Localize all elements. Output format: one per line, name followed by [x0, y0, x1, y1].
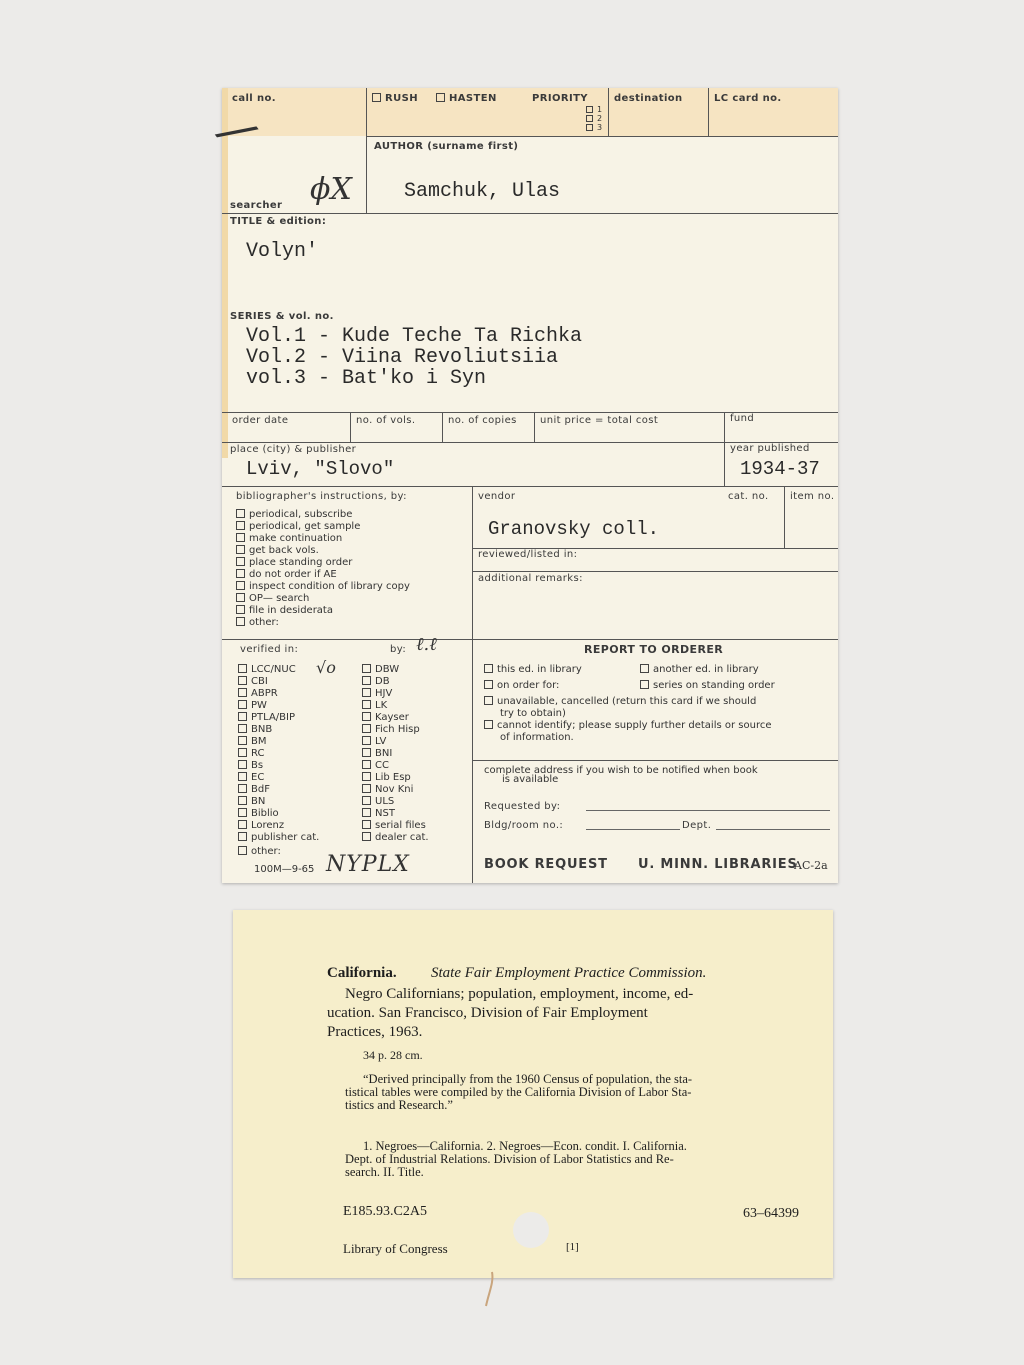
vendor-label: vendor	[478, 491, 516, 502]
catalog-card	[233, 910, 833, 1278]
call-no-label: call no.	[232, 93, 277, 104]
catalog-note-cont	[345, 1086, 691, 1112]
verified-option[interactable]: BNB	[238, 724, 319, 736]
bib-option[interactable]: OP— search	[236, 593, 410, 605]
verified-option[interactable]: NST	[362, 808, 429, 820]
call-no-handwritten-mark: /	[211, 108, 264, 154]
catalog-tracing-line: 1. Negroes—California. 2. Negroes—Econ. condit. I. California.	[363, 1139, 687, 1153]
requested-by-label: Requested by:	[484, 801, 561, 812]
verified-option[interactable]: Fich Hisp	[362, 724, 429, 736]
report-on-order[interactable]: on order for:	[484, 680, 559, 692]
verified-option[interactable]: Lorenz	[238, 820, 319, 832]
u-minn-libraries: U. MINN. LIBRARIES	[638, 857, 798, 872]
by-label: by:	[390, 644, 407, 655]
item-no-label: item no.	[790, 491, 835, 502]
order-date-label: order date	[232, 415, 289, 426]
reviewed-label: reviewed/listed in:	[478, 549, 578, 560]
catalog-collation: 34 p. 28 cm.	[363, 1048, 423, 1062]
catalog-note-line: tistics and Research.”	[345, 1098, 453, 1112]
verified-option[interactable]: Bs	[238, 760, 319, 772]
priority-options[interactable]: 1 2 3	[586, 105, 602, 132]
place-publisher-value: Lviv, "Slovo"	[246, 458, 395, 480]
priority-label: PRIORITY	[532, 93, 588, 104]
catalog-print-key: [1]	[566, 1241, 579, 1253]
verified-option[interactable]: BM	[238, 736, 319, 748]
catalog-tracing-line: Dept. of Industrial Relations. Division of Labor Statistics and Re-	[345, 1152, 674, 1166]
verified-option[interactable]: PW	[238, 700, 319, 712]
bibliographer-options	[236, 509, 410, 629]
searcher-label: searcher	[230, 200, 283, 211]
bib-option[interactable]: place standing order	[236, 557, 410, 569]
report-cannot-identify[interactable]: cannot identify; please supply further details or source	[484, 720, 772, 732]
report-heading: REPORT TO ORDERER	[584, 643, 724, 656]
bib-option[interactable]: periodical, subscribe	[236, 509, 410, 521]
verified-option[interactable]: LCC/NUC	[238, 664, 319, 676]
card-rod-hole	[513, 1212, 549, 1248]
bib-option[interactable]: inspect condition of library copy	[236, 581, 410, 593]
catalog-tracing-line: search. II. Title.	[345, 1165, 424, 1179]
verified-option[interactable]: CBI	[238, 676, 319, 688]
paper-fibre	[480, 1270, 510, 1310]
report-unavailable[interactable]: unavailable, cancelled (return this card if we should	[484, 696, 756, 708]
other-checkbox[interactable]: other:	[238, 846, 281, 858]
no-of-copies-label: no. of copies	[448, 415, 517, 426]
catalog-body-line: Negro Californians; population, employment, income, ed-	[345, 986, 694, 1002]
verified-option[interactable]: Biblio	[238, 808, 319, 820]
catalog-note-line: tistical tables were compiled by the California Division of Labor Sta-	[345, 1085, 692, 1099]
book-request-title: BOOK REQUEST	[484, 857, 608, 872]
additional-remarks-label: additional remarks:	[478, 573, 583, 584]
bib-option[interactable]: do not order if AE	[236, 569, 410, 581]
complete-address-label-cont: is available	[502, 774, 559, 785]
verified-option[interactable]: HJV	[362, 688, 429, 700]
dept-field[interactable]	[716, 829, 830, 830]
searcher-initials: ϕX	[310, 172, 352, 207]
verified-option[interactable]: ULS	[362, 796, 429, 808]
verified-option[interactable]: BdF	[238, 784, 319, 796]
catalog-library: Library of Congress	[343, 1241, 448, 1256]
catalog-tracings-cont	[345, 1153, 674, 1179]
by-initials: ℓ.ℓ	[416, 634, 437, 655]
report-this-ed[interactable]: this ed. in library	[484, 664, 582, 676]
other-handwritten-mark: NYPLX	[326, 852, 410, 877]
catalog-note-line: “Derived principally from the 1960 Census of population, the sta-	[363, 1072, 693, 1086]
bib-option[interactable]: make continuation	[236, 533, 410, 545]
verified-right-list	[362, 664, 429, 844]
series-list	[246, 326, 582, 389]
title-label: TITLE & edition:	[230, 216, 327, 227]
verified-option[interactable]: PTLA/BIP	[238, 712, 319, 724]
verified-mark: √o	[316, 658, 336, 677]
verified-left-list	[238, 664, 319, 844]
series-line: vol.3 - Bat'ko i Syn	[246, 367, 487, 390]
bldg-room-label: Bldg/room no.:	[484, 820, 564, 831]
verified-option[interactable]: serial files	[362, 820, 429, 832]
catalog-body-line: ucation. San Francisco, Division of Fair Employment	[327, 1005, 648, 1021]
verified-option[interactable]: Nov Kni	[362, 784, 429, 796]
bib-option[interactable]: periodical, get sample	[236, 521, 410, 533]
requested-by-field[interactable]	[586, 810, 830, 811]
verified-option[interactable]: ABPR	[238, 688, 319, 700]
series-line: Vol.1 - Kude Teche Ta Richka	[246, 325, 583, 348]
hasten-checkbox[interactable]: HASTEN	[436, 93, 497, 104]
catalog-body-cont	[327, 1004, 648, 1042]
destination-label: destination	[614, 93, 683, 104]
bldg-room-field[interactable]	[586, 829, 680, 830]
unit-price-label: unit price = total cost	[540, 415, 659, 426]
verified-option[interactable]: BNI	[362, 748, 429, 760]
verified-option[interactable]: publisher cat.	[238, 832, 319, 844]
catalog-card-number: 63–64399	[743, 1206, 799, 1221]
bib-option[interactable]: get back vols.	[236, 545, 410, 557]
report-unavailable-cont: try to obtain)	[500, 708, 566, 719]
catalog-body	[345, 985, 693, 1004]
verified-option[interactable]: LK	[362, 700, 429, 712]
rush-checkbox[interactable]: RUSH	[372, 93, 418, 104]
catalog-heading-bold: California.	[327, 965, 397, 981]
verified-option[interactable]: DBW	[362, 664, 429, 676]
report-series-standing[interactable]: series on standing order	[640, 680, 775, 692]
verified-option[interactable]: LV	[362, 736, 429, 748]
catalog-call-number: E185.93.C2A5	[343, 1204, 427, 1219]
place-publisher-label: place (city) & publisher	[230, 444, 357, 455]
no-of-vols-label: no. of vols.	[356, 415, 416, 426]
year-published-label: year published	[730, 443, 810, 454]
verified-option[interactable]: BN	[238, 796, 319, 808]
verified-option[interactable]: DB	[362, 676, 429, 688]
series-line: Vol.2 - Viina Revoliutsiia	[246, 346, 559, 369]
dept-label: Dept.	[682, 820, 712, 831]
bib-option[interactable]: file in desiderata	[236, 605, 410, 617]
complete-address-label: complete address if you wish to be notified when book	[484, 765, 758, 776]
catalog-body-line: Practices, 1963.	[327, 1024, 423, 1040]
author-label: AUTHOR (surname first)	[374, 141, 519, 152]
verified-option[interactable]: dealer cat.	[362, 832, 429, 844]
verified-option[interactable]: RC	[238, 748, 319, 760]
verified-option[interactable]: CC	[362, 760, 429, 772]
cat-no-label: cat. no.	[728, 491, 769, 502]
report-cannot-identify-cont: of information.	[500, 732, 574, 743]
verified-option[interactable]: Lib Esp	[362, 772, 429, 784]
bibliographer-label: bibliographer's instructions, by:	[236, 491, 407, 502]
verified-option[interactable]: Kayser	[362, 712, 429, 724]
verified-in-label: verified in:	[240, 644, 299, 655]
form-number: 100M—9-65	[254, 864, 315, 875]
verified-option[interactable]: EC	[238, 772, 319, 784]
report-another-ed[interactable]: another ed. in library	[640, 664, 759, 676]
book-request-card	[211, 88, 838, 883]
author-value: Samchuk, Ulas	[404, 180, 561, 203]
series-label: SERIES & vol. no.	[230, 311, 334, 322]
form-code: AC-2a	[794, 859, 828, 872]
lc-card-no-label: LC card no.	[714, 93, 782, 104]
catalog-heading-italic: State Fair Employment Practice Commission.	[431, 965, 707, 981]
bib-option[interactable]: other:	[236, 617, 410, 629]
year-published-value: 1934-37	[740, 458, 820, 480]
vendor-value: Granovsky coll.	[488, 518, 660, 540]
title-value: Volyn'	[246, 240, 319, 263]
fund-label: fund	[730, 413, 755, 424]
